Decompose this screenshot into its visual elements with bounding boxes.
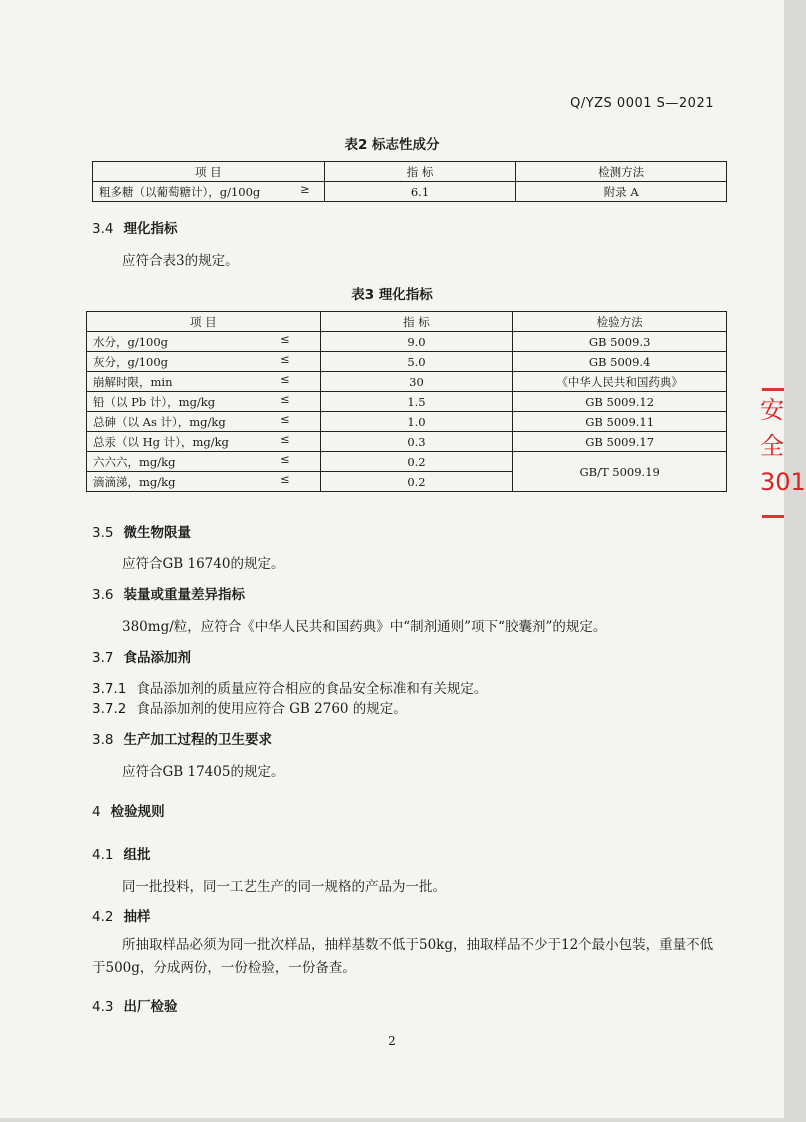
item-label: 灰分，g/100g [93,354,169,369]
operator: ≤ [279,392,290,406]
section-title: 出厂检验 [123,999,178,1015]
item-cell [87,352,321,372]
table2-header-value: 指 标 [324,162,516,182]
table-row [93,182,727,202]
section-number: 3.7 [92,650,114,666]
value-cell: 1.5 [320,392,513,412]
method-cell: GB 5009.4 [513,352,727,372]
stamp-text-line2: 301 [760,468,806,496]
method-cell: GB 5009.12 [513,392,727,412]
section-3-6-text: 380mg/粒，应符合《中华人民共和国药典》中“制剂通则”项下“胶囊剂”的规定。 [122,619,607,635]
section-number: 3.4 [92,221,114,237]
table-row [87,352,727,372]
clause-number: 3.7.1 [92,681,127,697]
item-cell [87,332,321,352]
clause-number: 3.7.2 [92,701,127,717]
section-4-1-text: 同一批投料，同一工艺生产的同一规格的产品为一批。 [122,879,446,895]
item-cell [87,372,321,392]
stamp-border [762,515,784,518]
section-number: 4.3 [92,999,114,1015]
table3-header-value: 指 标 [320,312,513,332]
seal-stamp [760,392,806,500]
table2-value: 6.1 [324,182,516,202]
table3 [86,311,727,492]
item-label: 滴滴涕，mg/kg [93,474,176,489]
item-label: 崩解时限，min [93,374,173,389]
method-cell: GB 5009.17 [513,432,727,452]
table2 [92,161,727,202]
section-4-2-text: 所抽取样品必须为同一批次样品，抽样基数不低于50kg，抽取样品不少于12个最小包装，重量不低于500g，分成两份，一份检验，一份备查。 [92,937,714,976]
item-cell [87,392,321,412]
table-row [87,392,727,412]
table-row [87,372,727,392]
doc-code: Q/YZS 0001 S—2021 [570,96,714,111]
item-label: 六六六，mg/kg [93,454,176,469]
item-cell [87,432,321,452]
section-title: 生产加工过程的卫生要求 [123,732,272,748]
clause-text: 食品添加剂的使用应符合 GB 2760 的规定。 [136,701,407,717]
item-label: 水分，g/100g [93,334,169,349]
section-3-5-heading [92,521,191,541]
section-title: 装量或重量差异指标 [123,587,245,603]
value-cell: 0.2 [320,452,513,472]
section-3-8-text: 应符合GB 17405的规定。 [122,764,285,780]
section-3-7-heading [92,646,191,666]
table3-header-item: 项 目 [87,312,321,332]
section-title: 食品添加剂 [123,650,191,666]
section-number: 4.2 [92,909,114,925]
section-title: 组批 [123,847,151,863]
section-4-2-heading [92,905,150,925]
operator: ≤ [279,452,290,466]
table-row [87,432,727,452]
table2-item: 粗多糖（以葡萄糖计），g/100g [99,184,261,199]
table2-op: ≥ [300,182,310,196]
section-3-4-heading [92,217,177,237]
operator: ≤ [279,432,290,446]
table2-header-item: 项 目 [93,162,325,182]
table3-caption: 表3 理化指标 [351,287,433,303]
section-3-5-text: 应符合GB 16740的规定。 [122,556,285,572]
merged-method-cell: GB/T 5009.19 [513,452,727,492]
table-row [87,452,727,472]
value-cell: 1.0 [320,412,513,432]
operator: ≤ [279,412,290,426]
section-title: 检验规则 [110,804,165,820]
section-title: 抽样 [123,909,151,925]
operator: ≤ [279,332,290,346]
table2-item-cell [93,182,325,202]
operator: ≤ [279,372,290,386]
section-number: 3.6 [92,587,114,603]
item-label: 总汞（以 Hg 计），mg/kg [93,434,229,449]
value-cell: 0.3 [320,432,513,452]
section-title: 理化指标 [123,221,178,237]
item-cell [87,412,321,432]
section-number: 4.1 [92,847,114,863]
section-4-heading [92,800,165,820]
table2-header-method: 检测方法 [516,162,727,182]
table2-caption: 表2 标志性成分 [344,137,440,153]
value-cell: 0.2 [320,472,513,492]
section-title: 微生物限量 [123,525,191,541]
item-cell [87,472,321,492]
section-4-1-heading [92,843,150,863]
method-cell: 《中华人民共和国药典》 [513,372,727,392]
operator: ≤ [279,472,290,486]
stamp-text-line1: 安全 [760,396,784,460]
stamp-border [762,388,784,391]
clause-text: 食品添加剂的质量应符合相应的食品安全标准和有关规定。 [136,681,488,697]
section-number: 3.8 [92,732,114,748]
section-4-3-heading [92,995,177,1015]
operator: ≤ [279,352,290,366]
value-cell: 30 [320,372,513,392]
section-number: 4 [92,804,101,820]
table-row [87,332,727,352]
section-3-8-heading [92,728,272,748]
item-label: 铅（以 Pb 计），mg/kg [93,394,216,409]
table-row [87,412,727,432]
table3-header-method: 检验方法 [513,312,727,332]
table2-method: 附录 A [516,182,727,202]
method-cell: GB 5009.11 [513,412,727,432]
item-cell [87,452,321,472]
section-3-4-text: 应符合表3的规定。 [122,253,239,269]
table3-header-row [87,312,727,332]
method-cell: GB 5009.3 [513,332,727,352]
clause-3-7-2 [92,697,407,717]
item-label: 总砷（以 As 计），mg/kg [93,414,226,429]
value-cell: 9.0 [320,332,513,352]
section-3-6-heading [92,583,245,603]
page-number: 2 [388,1034,396,1048]
section-number: 3.5 [92,525,114,541]
table2-header-row [93,162,727,182]
clause-3-7-1 [92,677,487,697]
value-cell: 5.0 [320,352,513,372]
